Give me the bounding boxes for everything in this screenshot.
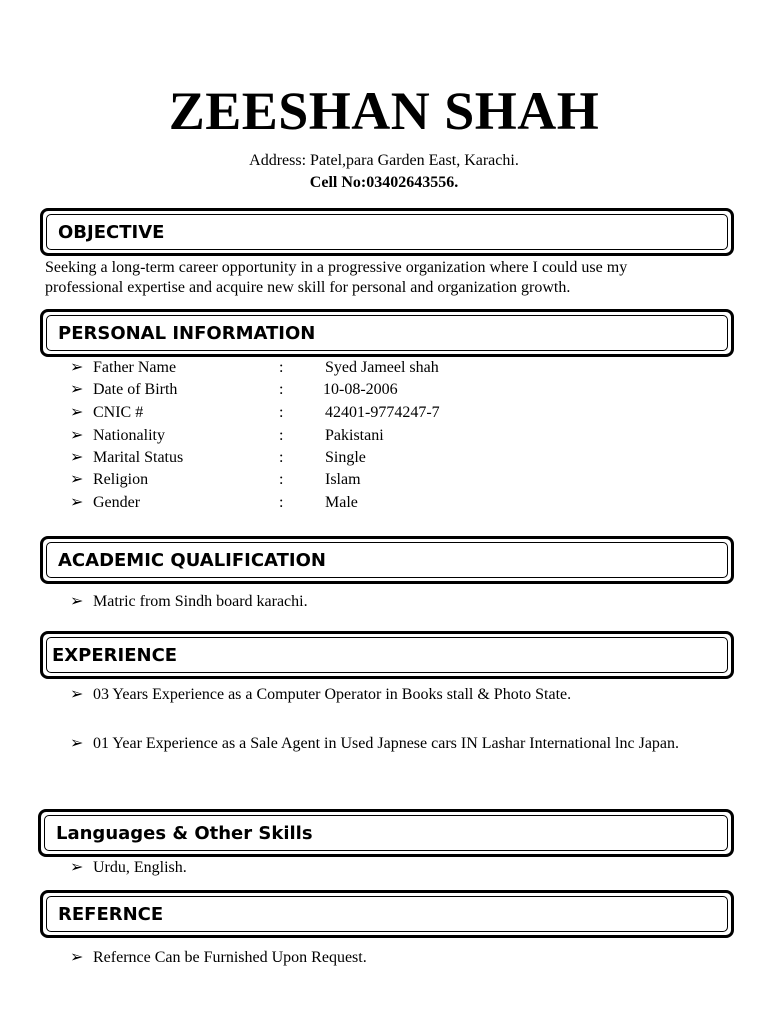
bullet-arrow-icon: ➢ xyxy=(70,427,84,444)
colon-separator: : xyxy=(279,359,284,376)
academic-heading-box xyxy=(40,536,734,584)
personal-label: Date of Birth xyxy=(93,381,178,398)
list-item xyxy=(70,734,723,754)
personal-info-heading: PERSONAL INFORMATION xyxy=(58,322,316,344)
bullet-arrow-icon: ➢ xyxy=(70,359,84,376)
objective-heading: OBJECTIVE xyxy=(58,221,165,243)
cell-number: Cell No:03402643556. xyxy=(309,174,459,191)
personal-label: Gender xyxy=(93,494,141,511)
personal-row-gender xyxy=(70,492,530,514)
personal-value: Islam xyxy=(325,471,361,488)
personal-row-date-of-birth xyxy=(70,379,530,401)
personal-label: Nationality xyxy=(93,427,165,444)
personal-label: Religion xyxy=(93,471,149,488)
colon-separator: : xyxy=(279,381,284,398)
personal-label: Father Name xyxy=(93,359,177,376)
bullet-arrow-icon: ➢ xyxy=(70,735,84,752)
colon-separator: : xyxy=(279,471,284,488)
personal-row-father-name xyxy=(70,357,530,379)
list-item xyxy=(70,858,723,878)
list-item xyxy=(70,592,723,612)
personal-label: Marital Status xyxy=(93,449,184,466)
colon-separator: : xyxy=(279,494,284,511)
objective-heading-box xyxy=(40,208,734,256)
personal-row-marital-status xyxy=(70,447,530,469)
resume-name: ZEESHAN SHAH xyxy=(168,81,600,141)
reference-heading: REFERNCE xyxy=(58,903,164,925)
colon-separator: : xyxy=(279,404,284,421)
personal-info-heading-box xyxy=(40,309,734,357)
bullet-arrow-icon: ➢ xyxy=(70,686,84,703)
personal-label: CNIC # xyxy=(93,404,144,421)
bullet-arrow-icon: ➢ xyxy=(70,494,84,511)
personal-value: 10-08-2006 xyxy=(323,381,398,398)
personal-value: Single xyxy=(325,449,366,466)
bullet-arrow-icon: ➢ xyxy=(70,859,84,876)
reference-item: Refernce Can be Furnished Upon Request. xyxy=(93,949,367,966)
languages-heading: Languages & Other Skills xyxy=(56,822,313,844)
experience-item: 01 Year Experience as a Sale Agent in Used Japnese cars IN Lashar International lnc Japan. xyxy=(93,735,680,752)
bullet-arrow-icon: ➢ xyxy=(70,381,84,398)
bullet-arrow-icon: ➢ xyxy=(70,471,84,488)
experience-heading-box xyxy=(40,631,734,679)
colon-separator: : xyxy=(279,449,284,466)
objective-line-1: Seeking a long-term career opportunity in a progressive organization where I could use my xyxy=(45,259,628,276)
personal-value: Pakistani xyxy=(325,427,384,444)
personal-value: 42401-9774247-7 xyxy=(325,404,440,421)
academic-item: Matric from Sindh board karachi. xyxy=(93,593,308,610)
bullet-arrow-icon: ➢ xyxy=(70,449,84,466)
academic-heading: ACADEMIC QUALIFICATION xyxy=(58,549,326,571)
personal-row-religion xyxy=(70,469,530,491)
experience-item: 03 Years Experience as a Computer Operator in Books stall & Photo State. xyxy=(93,686,572,703)
experience-heading: EXPERIENCE xyxy=(52,644,178,666)
personal-row-cnic xyxy=(70,402,530,424)
personal-value: Male xyxy=(325,494,358,511)
personal-value: Syed Jameel shah xyxy=(325,359,439,376)
bullet-arrow-icon: ➢ xyxy=(70,949,84,966)
address: Address: Patel,para Garden East, Karachi. xyxy=(249,152,519,169)
bullet-arrow-icon: ➢ xyxy=(70,404,84,421)
objective-text xyxy=(45,258,735,298)
bullet-arrow-icon: ➢ xyxy=(70,593,84,610)
languages-item: Urdu, English. xyxy=(93,859,187,876)
personal-row-nationality xyxy=(70,425,530,447)
list-item xyxy=(70,685,723,705)
colon-separator: : xyxy=(279,427,284,444)
reference-heading-box xyxy=(40,890,734,938)
list-item xyxy=(70,948,723,968)
objective-line-2: professional expertise and acquire new skill for personal and organization growth. xyxy=(45,279,571,296)
languages-heading-box xyxy=(38,809,734,857)
